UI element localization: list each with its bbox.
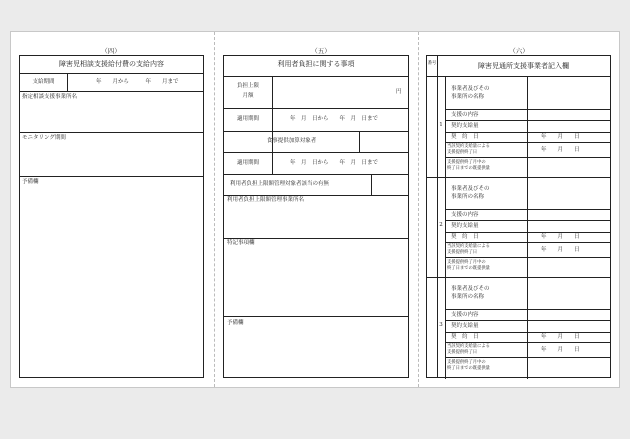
provider-name-label-2: 事業所の名称 [451, 194, 485, 200]
mgmt-office-label: 利用者負担上限額管理事業所名 [227, 197, 305, 203]
limit-label-1: 負担上限 [236, 83, 259, 89]
provider-name-label-2: 事業所の名称 [451, 94, 485, 100]
row-number: 1 [439, 122, 443, 128]
notes-label: 予備欄 [22, 179, 39, 185]
fold-line-2 [418, 32, 419, 387]
contract-supply-label: 契約支給量 [451, 123, 479, 129]
provided-amount-label-1: 支援提供終了月中の [447, 160, 486, 165]
period-label: 支給期間 [32, 79, 55, 85]
page-number-4: （四） [101, 47, 121, 55]
provider-name-label-1: 事業者及びその [451, 86, 490, 92]
period-value: 年 月 日から 年 月 日まで [290, 116, 379, 122]
support-content-label: 支援の内容 [451, 112, 479, 118]
period-value: 年 月から 年 月まで [96, 79, 179, 85]
provided-amount-label-1: 支援提供終了月中の [447, 260, 486, 265]
end-date-label-1: 当該契約支給量による [447, 244, 490, 249]
end-date-value: 年 月 日 [541, 247, 580, 253]
col-num-label: 番号 [427, 61, 437, 66]
row-number: 3 [439, 322, 443, 328]
section4-table [19, 55, 204, 378]
special-label: 特記事項欄 [227, 240, 255, 246]
contract-supply-label: 契約支給量 [451, 323, 479, 329]
support-content-label: 支援の内容 [451, 212, 479, 218]
provided-amount-label-2: 終了日までの既提供量 [447, 166, 490, 171]
contract-supply-label: 契約支給量 [451, 223, 479, 229]
section5-title: 利用者負担に関する事項 [277, 60, 355, 68]
page-number-5: （五） [311, 47, 331, 55]
row-number: 2 [439, 222, 443, 228]
section4-title: 障害児相談支援給付費の支給内容 [59, 60, 164, 68]
period2-value: 年 月 日から 年 月 日まで [290, 160, 379, 166]
period2-label: 適用期間 [236, 160, 259, 166]
page-number-6: （六） [509, 47, 529, 55]
provider-name-label-2: 事業所の名称 [451, 294, 485, 300]
contract-date-value: 年 月 日 [541, 334, 580, 340]
end-date-label-2: 支援提供終了日 [447, 150, 478, 155]
contract-date-value: 年 月 日 [541, 234, 580, 240]
period-label: 適用期間 [236, 116, 259, 122]
provider-name-label-1: 事業者及びその [451, 186, 490, 192]
contract-date-label: 契 約 日 [451, 334, 479, 340]
yen-unit: 円 [396, 89, 402, 95]
provided-amount-label-1: 支援提供終了月中の [447, 360, 486, 365]
end-date-label-1: 当該契約支給量による [447, 344, 490, 349]
section6-title: 障害児通所支援事業者記入欄 [478, 62, 569, 70]
form-page [10, 31, 620, 388]
monitoring-label: モニタリング期間 [22, 135, 66, 141]
end-date-label-2: 支援提供終了日 [447, 350, 478, 355]
contract-date-label: 契 約 日 [451, 134, 479, 140]
provider-name-label-1: 事業者及びその [451, 286, 490, 292]
contract-date-value: 年 月 日 [541, 134, 580, 140]
provided-amount-label-2: 終了日までの既提供量 [447, 266, 490, 271]
provider-label: 指定相談支援事業所名 [22, 94, 78, 100]
support-content-label: 支援の内容 [451, 312, 479, 318]
contract-date-label: 契 約 日 [451, 234, 479, 240]
section5-table [223, 55, 409, 378]
end-date-label-2: 支援提供終了日 [447, 250, 478, 255]
mgmt-flag-label: 利用者負担上限額管理対象者該当の有無 [230, 181, 330, 187]
fold-line-1 [214, 32, 215, 387]
section6-table [426, 55, 611, 378]
notes-label: 予備欄 [227, 320, 244, 326]
end-date-value: 年 月 日 [541, 347, 580, 353]
end-date-value: 年 月 日 [541, 147, 580, 153]
limit-label-2: 月額 [242, 93, 254, 99]
provided-amount-label-2: 終了日までの既提供量 [447, 366, 490, 371]
end-date-label-1: 当該契約支給量による [447, 144, 490, 149]
meal-label: 食事提供加算対象者 [266, 138, 317, 144]
